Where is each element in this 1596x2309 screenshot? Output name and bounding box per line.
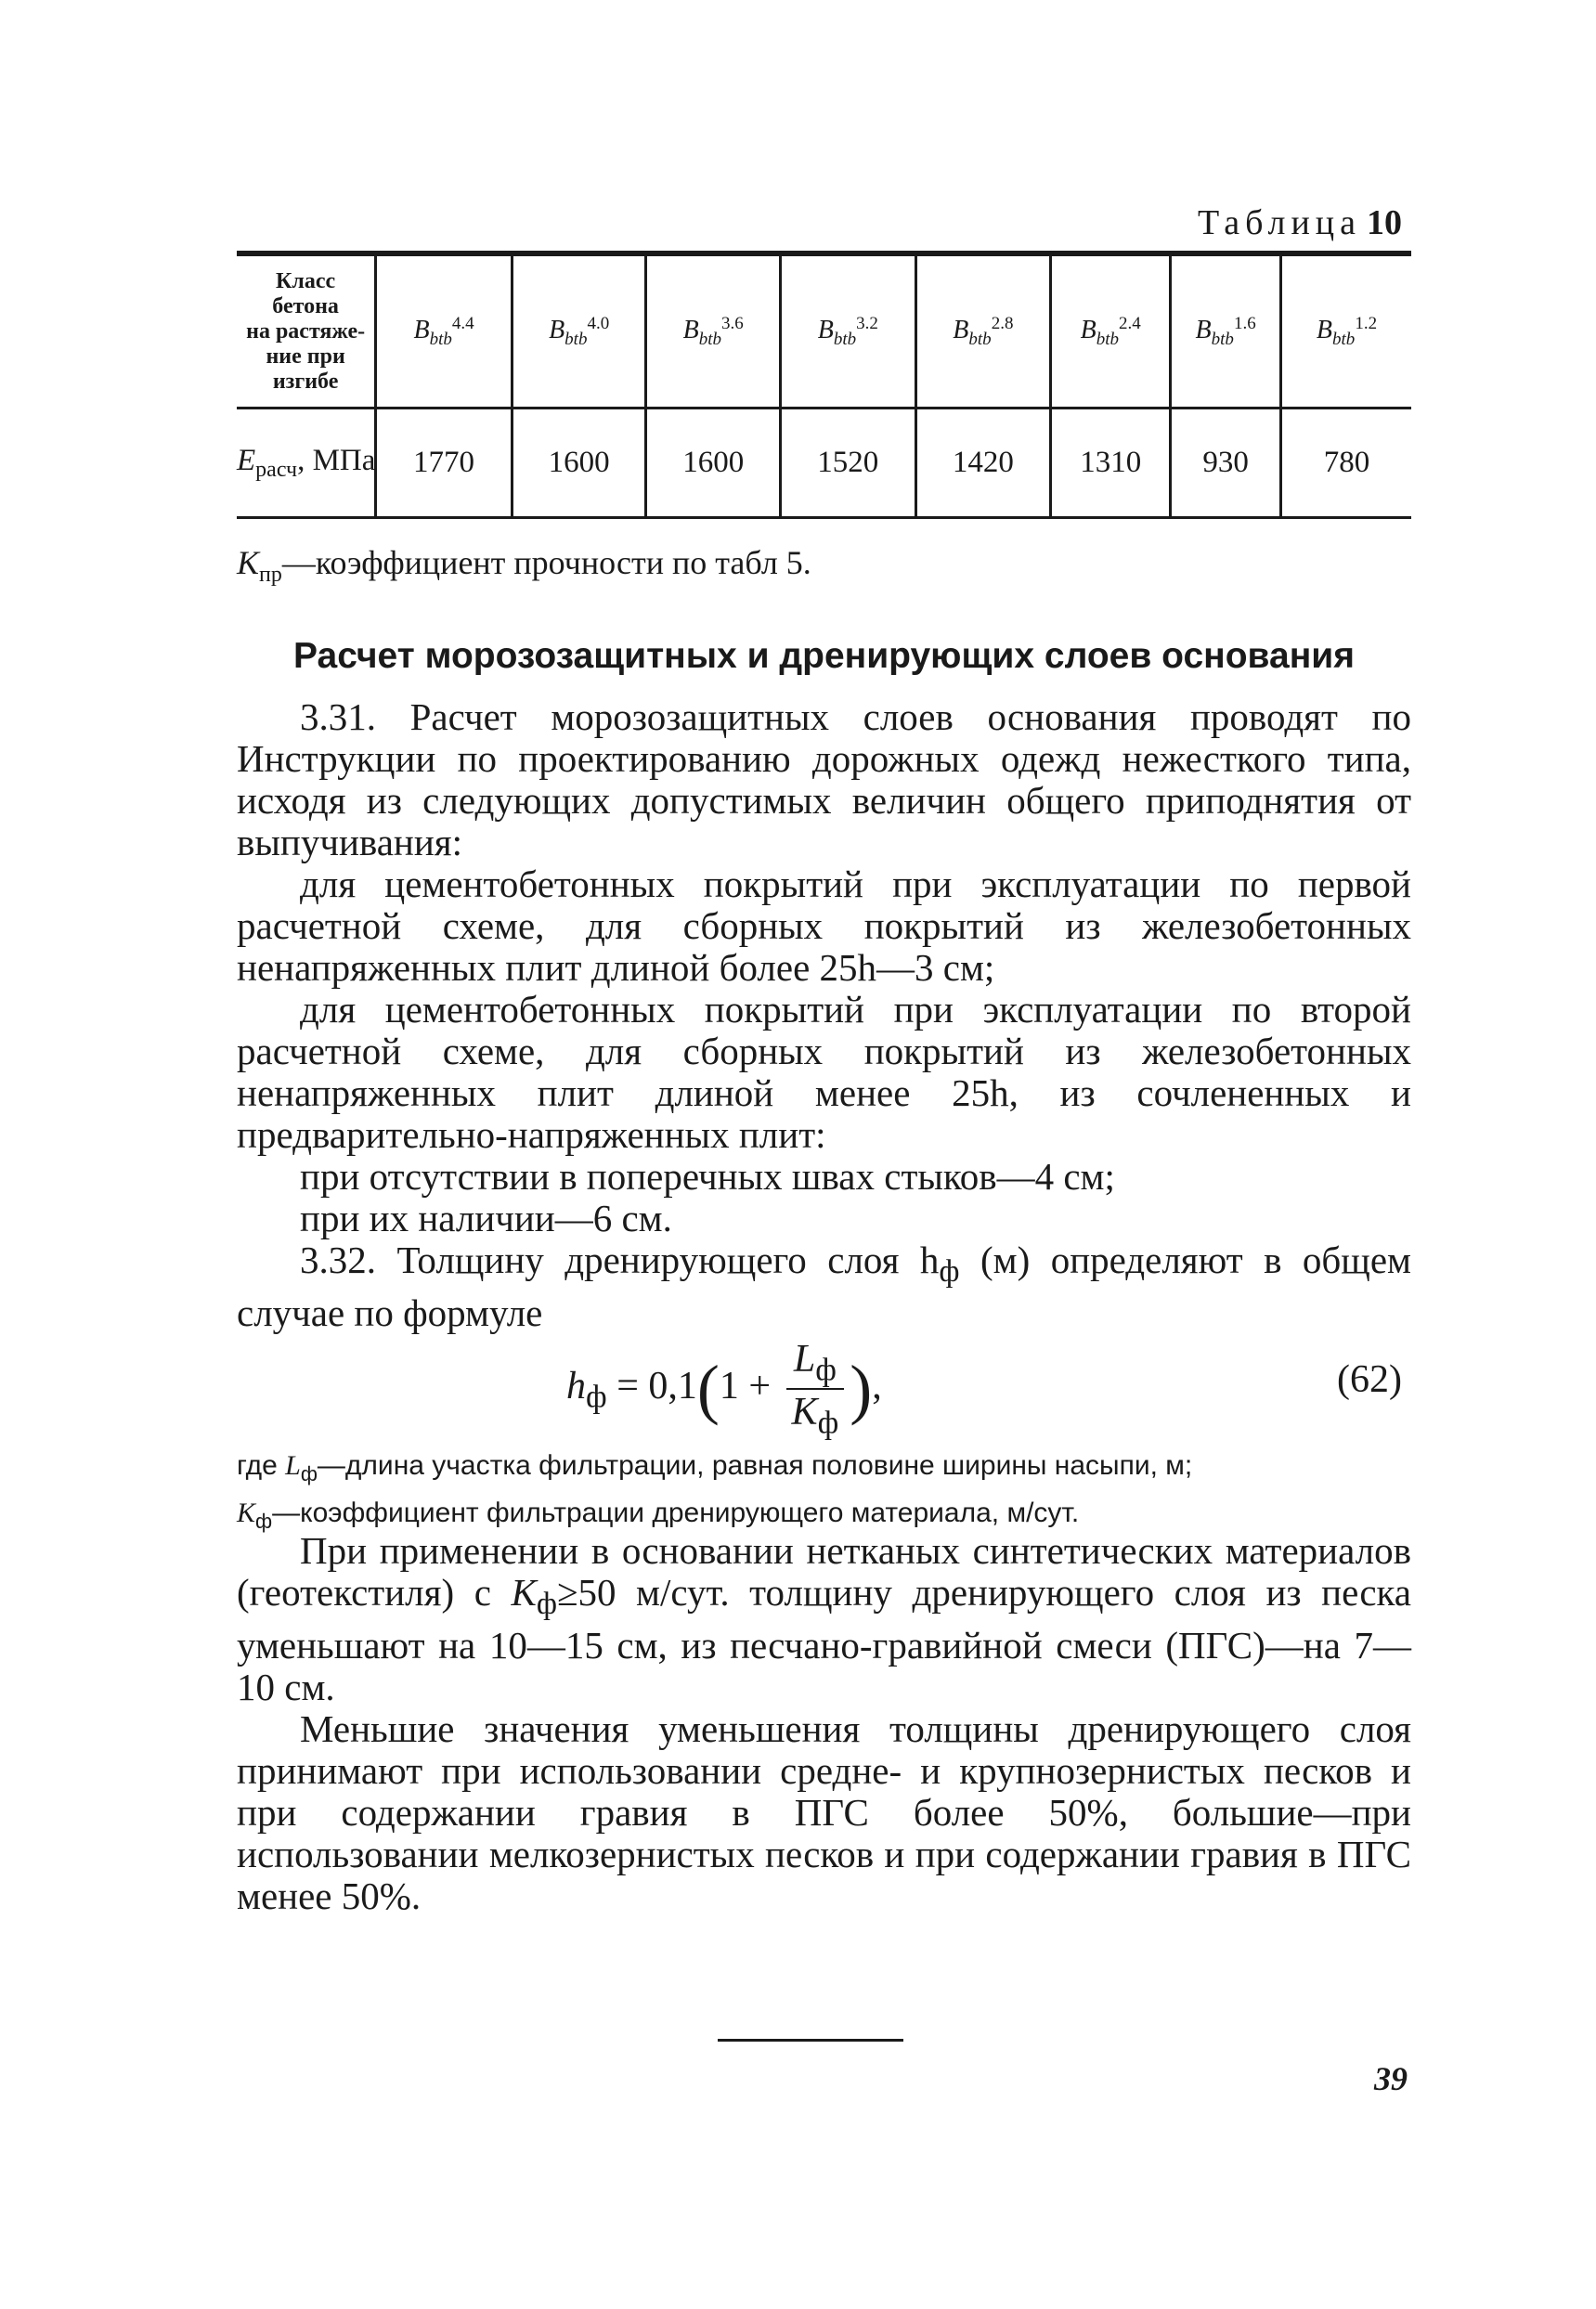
row-header-line: ние при [266,344,345,369]
table-cell: 1420 [915,409,1051,518]
row-header-line: Класс [276,268,336,293]
legend-line-l: где $L_ф—длина$ участка фильтрации, равная половине ширины насыпи, м; [237,1450,1193,1485]
formula-fraction: $\frac{L_ф}{K_ф}$ [786,1337,845,1442]
concrete-class-table [237,251,1411,519]
section-body [237,696,1411,1334]
column-header: $B_{btb}^{1.6}$ [1171,253,1281,409]
page-number: 39 [1374,2060,1408,2097]
table-cell: 1310 [1051,409,1171,518]
footer-rule [718,2039,903,2042]
table-cell: 1770 [376,409,513,518]
row-header-cell [237,253,376,409]
paragraph-case-2a: при отсутствии в поперечных швах стыков—4 см; [300,1155,1115,1198]
closing-body [237,1530,1411,1917]
table-cell: 1600 [512,409,646,518]
table-header-row [237,253,1411,409]
table-number: 10 [1367,203,1402,242]
column-header: $B_{btb}^{3.2}$ [780,253,915,409]
table-cell: 1600 [646,409,781,518]
table-caption-label: Таблица [1197,203,1361,242]
table-cell: 930 [1171,409,1281,518]
column-header: $B_{btb}^{2.8}$ [915,253,1051,409]
table-caption [1114,202,1402,243]
column-header: $B_{btb}^{1.2}$ [1281,253,1412,409]
column-header: $B_{btb}^{3.6}$ [646,253,781,409]
legend-line-k: $K_ф—коэффициент$ фильтрации дренирующего материала, м/сут. [237,1498,1080,1533]
table-cell: 1520 [780,409,915,518]
row-header-line: изгибе [272,369,339,394]
paragraph-case-2b: при их наличии—6 см. [300,1197,672,1239]
row-header-line: бетона [272,293,339,318]
row-header-line: на растяже- [246,318,366,344]
column-header: $B_{btb}^{4.0}$ [512,253,646,409]
column-header: $B_{btb}^{4.4}$ [376,253,513,409]
paragraph-case-2: для цементобетонных покрытий при эксплуатации по второй расчетной схеме, для сборных покрытий из железобетонных ненапряженных плит длиной менее 25h, из сочлененных и предварительно-напряженных плит: [237,988,1411,1156]
formula-62: $h_ф = 0,1(1$ + $\frac{L_ф}{K_ф}$ ), [566,1338,882,1441]
formula-legend [237,1446,1411,1541]
paragraph-3-31: 3.31. Расчет морозозащитных слоев основания проводят по Инструкции по проектированию дорожных одежд нежесткого типа, исходя из следующих допустимых величин общего приподнятия от выпучивания: [237,695,1411,863]
paragraph-geotextile: При применении в основании нетканых синтетических материалов (геотекстиля) с $K_ф\ge 50$ м/сут. толщину дренирующего слоя из песка уменьшают на 10—15 см, из песчано-гравийной смеси (ПГС)—на 7—10 см. [237,1529,1412,1709]
table-value-row [237,409,1411,518]
table-note: $K_{пр}—коэффициент$ прочности по табл 5. [237,544,811,587]
value-row-label: $E_{расч}$, МПа [237,443,376,482]
paragraph-case-1: для цементобетонных покрытий при эксплуатации по первой расчетной схеме, для сборных покрытий из железобетонных ненапряженных плит длиной более 25h—3 см; [237,863,1411,989]
section-heading: Расчет морозозащитных и дренирующих слоев основания [293,636,1355,676]
table-cell: 780 [1281,409,1412,518]
column-header: $B_{btb}^{2.4}$ [1051,253,1171,409]
equation-number: (62) [1337,1358,1402,1401]
paragraph-reduction: Меньшие значения уменьшения толщины дренирующего слоя принимают при использовании средне- и крупнозернистых песков и при содержании гравия в ПГС более 50%, большие—при использовании мелкозернистых песков и при содержании гравия в ПГС менее 50%. [237,1707,1411,1918]
paragraph-3-32: 3.32. Толщину дренирующего слоя $h_ф$ (м) определяют в общем случае по формуле [237,1239,1411,1335]
